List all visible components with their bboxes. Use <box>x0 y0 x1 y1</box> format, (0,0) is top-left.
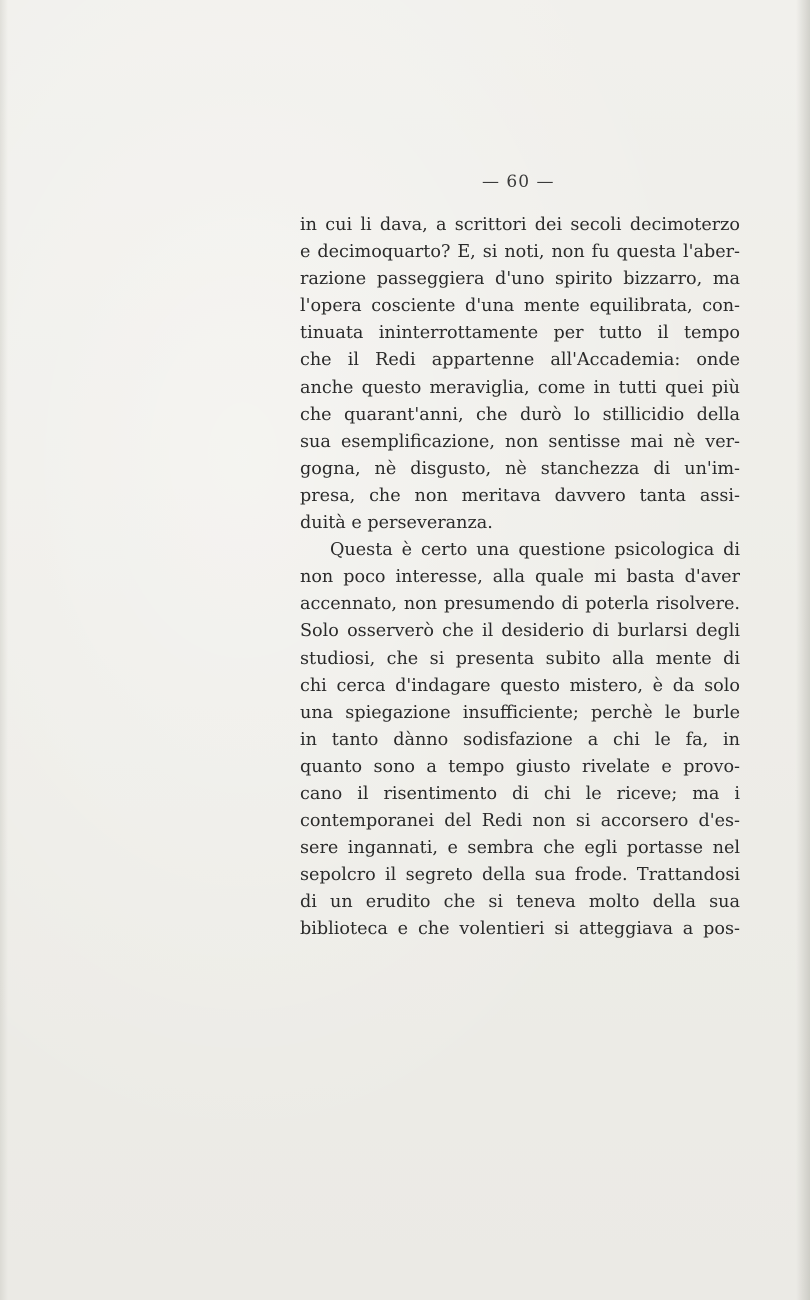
text-line: razione passeggiera d'uno spirito bizzarro, ma <box>300 269 740 290</box>
text-line: Solo osserverò che il desiderio di burlarsi degli <box>300 621 740 642</box>
page-left-edge <box>0 0 8 1300</box>
text-line: tinuata ininterrottamente per tutto il tempo <box>300 323 740 344</box>
text-line: che quarant'anni, che durò lo stillicidio della <box>300 404 740 425</box>
text-line: gogna, nè disgusto, nè stanchezza di un'im- <box>300 458 740 479</box>
text-line: una spiegazione insufficiente; perchè le burle <box>300 702 740 723</box>
text-line: che il Redi appartenne all'Accademia: onde <box>300 350 740 371</box>
text-line: e decimoquarto? E, si noti, non fu questa l'aber- <box>300 242 740 263</box>
text-line: presa, che non meritava davvero tanta assi- <box>300 485 740 506</box>
text-line: di un erudito che si teneva molto della sua <box>300 892 740 913</box>
paragraph-2 <box>300 537 740 943</box>
text-line: Questa è certo una questione psicologica di <box>330 540 740 561</box>
paragraph-1 <box>300 212 740 537</box>
text-line: sere ingannati, e sembra che egli portasse nel <box>300 838 740 859</box>
text-line: anche questo meraviglia, come in tutti quei più <box>300 377 740 398</box>
text-line: quanto sono a tempo giusto rivelate e provo- <box>300 756 740 777</box>
text-line: biblioteca e che volentieri si atteggiava a pos- <box>300 919 740 940</box>
page-right-edge <box>796 0 810 1300</box>
text-line: accennato, non presumendo di poterla risolvere. <box>300 594 740 615</box>
text-line: duità e perseveranza. <box>300 513 493 534</box>
text-line: chi cerca d'indagare questo mistero, è da solo <box>300 675 740 696</box>
text-line: non poco interesse, alla quale mi basta d'aver <box>300 567 740 588</box>
text-line: sua esemplificazione, non sentisse mai nè ver- <box>300 431 740 452</box>
text-line: studiosi, che si presenta subito alla mente di <box>300 648 740 669</box>
text-line: sepolcro il segreto della sua frode. Trattandosi <box>300 865 740 886</box>
page-number: — 60 — <box>482 172 555 192</box>
text-line: in tanto dànno sodisfazione a chi le fa, in <box>300 729 740 750</box>
body-text <box>300 212 740 944</box>
text-line: l'opera cosciente d'una mente equilibrata, con- <box>300 296 740 317</box>
text-line: cano il risentimento di chi le riceve; ma i <box>300 783 740 804</box>
text-line: in cui li dava, a scrittori dei secoli decimoterzo <box>300 215 740 235</box>
text-line: contemporanei del Redi non si accorsero d'es- <box>300 811 740 832</box>
